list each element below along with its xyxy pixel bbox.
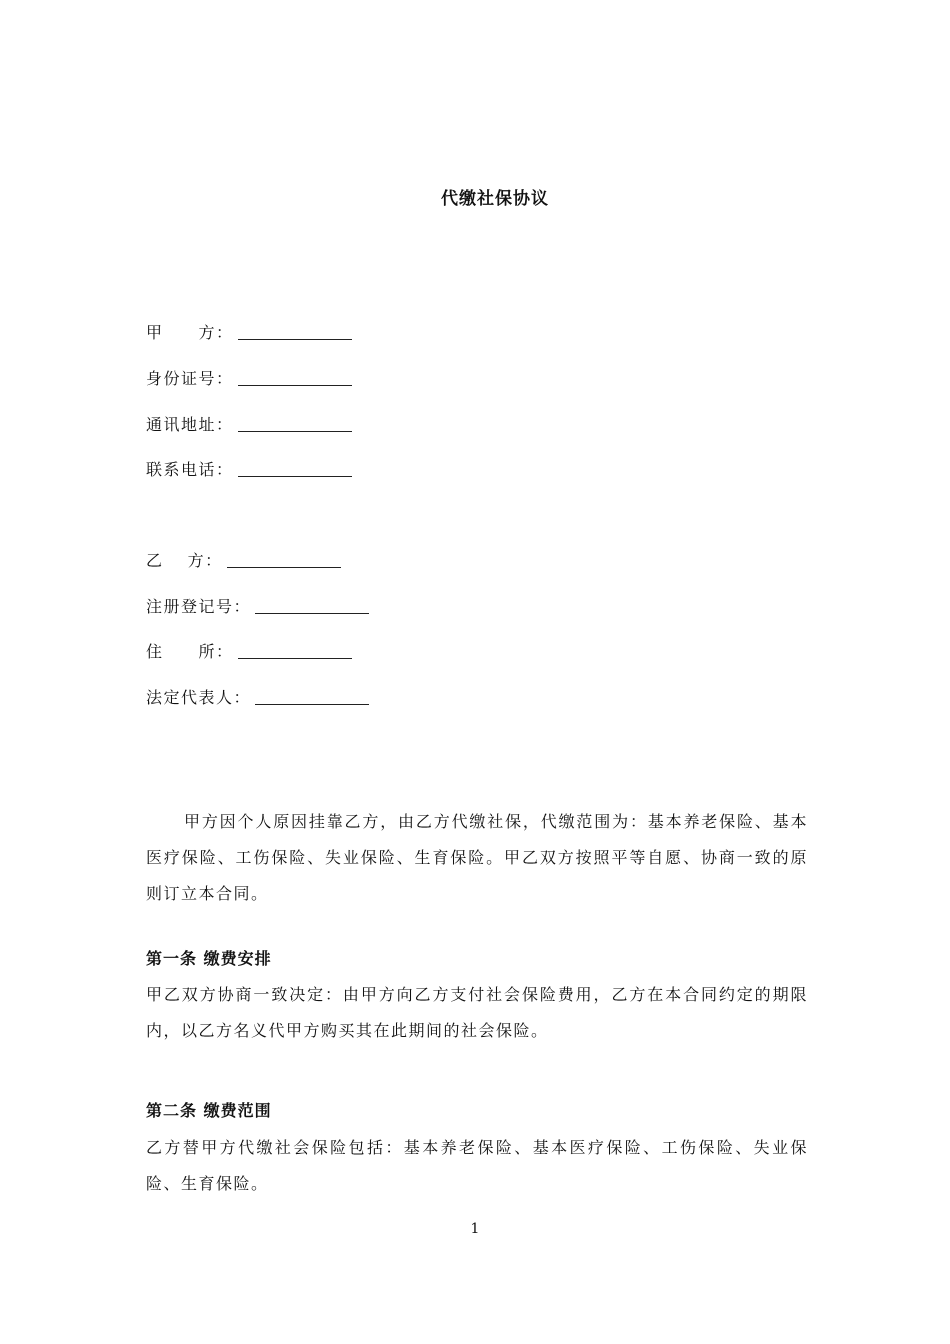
field-label: 甲 方： [146, 323, 234, 342]
document-title: 代缴社保协议 [441, 189, 549, 209]
blank-line [238, 369, 352, 386]
party-b-representative-field [146, 685, 369, 708]
party-b-registration-field [146, 594, 369, 617]
field-label: 乙 方： [146, 551, 223, 570]
party-a-name-field [146, 320, 352, 343]
party-a-address-field [146, 412, 352, 435]
party-b-residence-field [146, 639, 352, 662]
blank-line [238, 460, 352, 477]
blank-line [238, 323, 352, 340]
field-label: 身份证号： [146, 369, 234, 388]
party-a-phone-field [146, 457, 352, 480]
blank-line [255, 688, 369, 705]
article-1-heading: 第一条 缴费安排 [146, 949, 272, 968]
page-number: 1 [470, 1221, 480, 1237]
field-label: 通讯地址： [146, 415, 234, 434]
field-label: 联系电话： [146, 460, 234, 479]
blank-line [238, 415, 352, 432]
field-label: 住 所： [146, 642, 234, 661]
field-label: 注册登记号： [146, 597, 252, 616]
blank-line [255, 597, 369, 614]
article-1-body: 甲乙双方协商一致决定：由甲方向乙方支付社会保险费用，乙方在本合同约定的期限内，以乙方名义代甲方购买其在此期间的社会保险。 [146, 985, 808, 1040]
article-2-heading: 第二条 缴费范围 [146, 1101, 272, 1120]
party-a-id-field [146, 366, 352, 389]
blank-line [238, 642, 352, 659]
blank-line [227, 551, 341, 568]
article-2-body: 乙方替甲方代缴社会保险包括：基本养老保险、基本医疗保险、工伤保险、失业保险、生育保险。 [146, 1138, 808, 1193]
intro-paragraph: 甲方因个人原因挂靠乙方，由乙方代缴社保，代缴范围为：基本养老保险、基本医疗保险、工伤保险、失业保险、生育保险。甲乙双方按照平等自愿、协商一致的原则订立本合同。 [146, 812, 808, 903]
field-label: 法定代表人： [146, 688, 252, 707]
party-b-name-field [146, 548, 341, 571]
